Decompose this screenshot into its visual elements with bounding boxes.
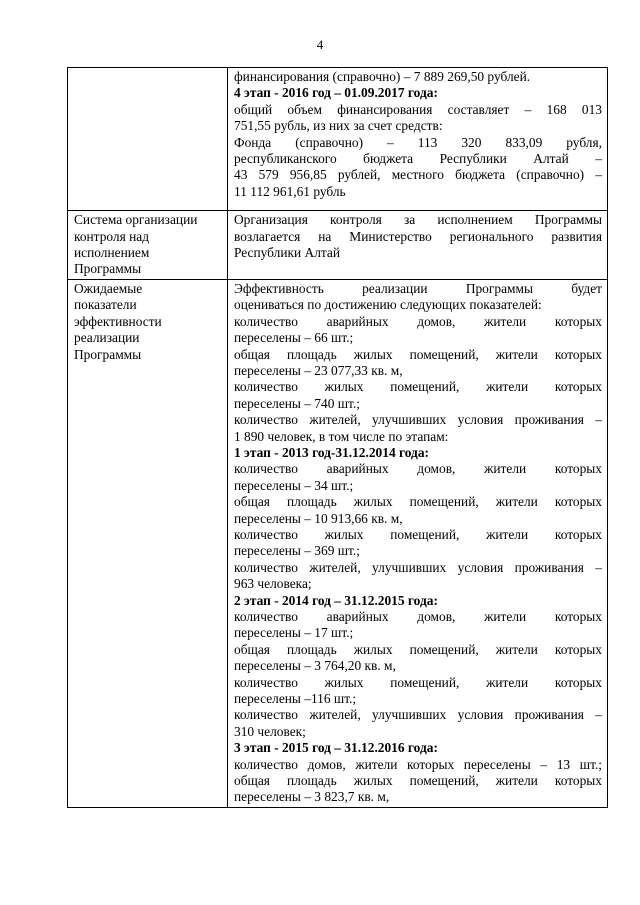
content-line: 1 890 человек, в том числе по этапам: [234,428,449,444]
content-line: 310 человек; [234,723,306,739]
label-line: исполнением [74,245,150,261]
content-line: общая площадь жилых помещений, жители которых [234,494,602,510]
content-line: Республики Алтай [234,245,341,261]
label-line: реализации [74,330,140,346]
row-label-cell [68,279,228,807]
table-row [68,68,608,211]
content-line: количество аварийных домов, жители которых [234,313,602,329]
stage-heading: 4 этап - 2016 год – 01.09.2017 года: [234,85,438,101]
content-line: количество аварийных домов, жители которых [234,461,602,477]
label-line: контроля над [74,228,150,244]
content-line: переселены – 17 шт.; [234,625,354,641]
content-line: переселены – 369 шт.; [234,543,360,559]
table-row [68,211,608,280]
content-line: Эффективность реализации Программы будет [234,280,602,296]
content-line: переселены – 34 шт.; [234,477,354,493]
content-line: количество жителей, улучшивших условия проживания – [234,559,602,575]
content-line: переселены – 66 шт.; [234,330,354,346]
page-number: 4 [316,37,324,52]
content-line: переселены –116 шт.; [234,691,357,707]
content-line: количество жителей, улучшивших условия проживания – [234,707,602,723]
content-line: финансирования (справочно) – 7 889 269,50 рублей. [234,69,531,84]
content-line: переселены – 23 077,33 кв. м, [234,362,403,378]
content-line: 751,55 рубль, из них за счет средств: [234,118,443,134]
label-line: Программы [74,261,142,277]
content-line: количество жителей, улучшивших условия проживания – [234,412,602,428]
content-line: 11 112 961,61 рубль [234,183,346,199]
content-line: 963 человека; [234,576,312,592]
stage-heading: 3 этап - 2015 год – 31.12.2016 года: [234,740,438,756]
content-line: возлагается на Министерство регионального развития [234,228,602,244]
content-line: переселены – 740 шт.; [234,395,360,411]
row-label-cell [68,211,228,280]
label-line: Ожидаемые [74,280,143,296]
spacer [234,200,602,209]
content-line: общая площадь жилых помещений, жители которых [234,346,602,362]
row-label-cell [68,68,228,211]
content-line: Фонда (справочно) – 113 320 833,09 рубля, [234,134,602,150]
label-line: Программы [74,346,142,362]
content-line: общая площадь жилых помещений, жители которых [234,773,602,789]
content-line: переселены – 10 913,66 кв. м, [234,510,403,526]
content-line: оцениваться по достижению следующих показателей: [234,297,542,313]
label-line: показатели [74,297,137,313]
stage-heading: 1 этап - 2013 год-31.12.2014 года: [234,444,429,460]
content-line: количество жилых помещений, жители которых [234,526,602,542]
content-line: количество домов, жители которых переселены – 13 шт.; [234,756,602,772]
label-line: Система организации [74,212,198,228]
table-row [68,279,608,807]
content-line: общая площадь жилых помещений, жители которых [234,641,602,657]
content-line: количество аварийных домов, жители которых [234,609,602,624]
content-line: переселены – 3 764,20 кв. м, [234,658,396,674]
stage-heading: 2 этап - 2014 год – 31.12.2015 года: [234,592,438,608]
content-line: 43 579 956,85 рублей, местного бюджета (справочно) – [234,167,602,183]
content-line: республиканского бюджета Республики Алтай – [234,151,602,167]
content-line: количество жилых помещений, жители которых [234,379,602,395]
content-line: переселены – 3 823,7 кв. м, [234,789,390,805]
content-line: Организация контроля за исполнением Программы [234,212,602,228]
row-content-cell [228,279,608,807]
program-passport-table [67,67,608,808]
content-line: количество жилых помещений, жители которых [234,674,602,690]
label-line: эффективности [74,313,162,329]
row-content-cell [228,68,608,211]
row-content-cell [228,211,608,280]
table-body [68,68,608,808]
content-line: общий объем финансирования составляет – 168 013 [234,101,602,117]
